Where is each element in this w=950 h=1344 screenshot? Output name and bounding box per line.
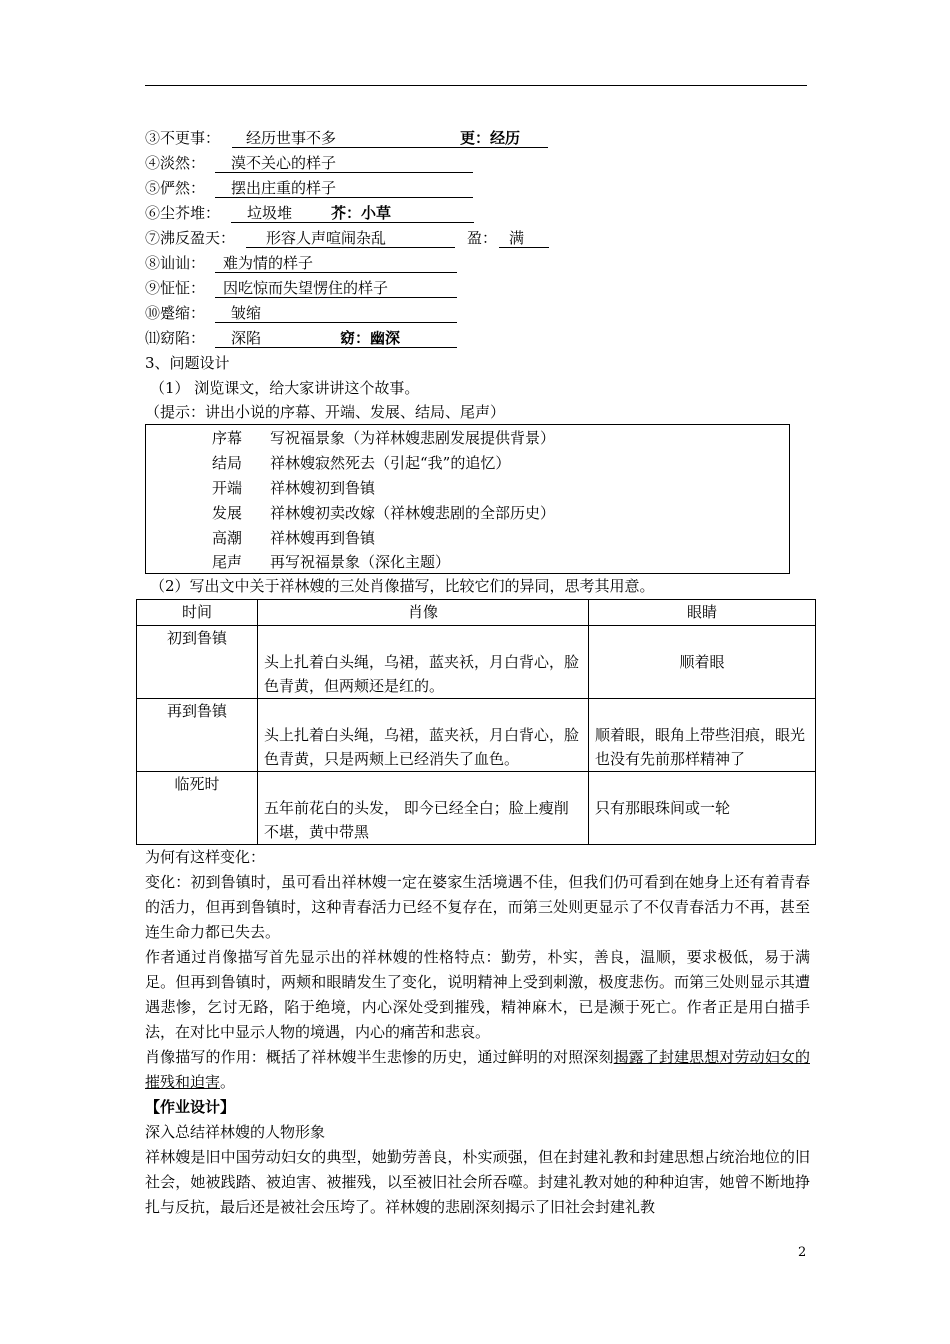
vocab-item-3: ③不更事： (145, 129, 221, 147)
row-time: 初到鲁镇 (137, 626, 258, 699)
vocab-item-6: ⑥尘芥堆： (145, 204, 221, 222)
header-eyes: 眼睛 (589, 600, 816, 626)
table-row (137, 626, 816, 699)
structure-row: 序幕 写祝福景象（为祥林嫂悲剧发展提供背景） (212, 429, 556, 447)
row-time: 临死时 (137, 772, 258, 845)
vocab-item-4: ④淡然： (145, 154, 206, 172)
row-portrait: 五年前花白的头发， 即今已经全白；脸上瘦削不堪，黄中带黑 (258, 772, 589, 845)
vocab-answer-8: 难为情的样子 (215, 253, 457, 273)
vocab-item-5: ⑤俨然： (145, 179, 206, 197)
page-number: 2 (798, 1245, 807, 1260)
vocab-answer-5: 摆出庄重的样子 (215, 178, 473, 198)
row-eyes: 只有那眼珠间或一轮 (589, 772, 816, 845)
homework-task: 深入总结祥林嫂的人物形象 (145, 1123, 326, 1141)
table-header-row (137, 600, 816, 626)
structure-row: 开端 祥林嫂初到鲁镇 (212, 479, 376, 497)
vocab-answer-9: 因吃惊而失望愣住的样子 (215, 278, 457, 298)
vocab-answer-6: 垃圾堆 芥：小草 (231, 203, 474, 223)
row-portrait: 头上扎着白头绳，乌裙，蓝夹袄，月白背心，脸色青黄，只是两颊上已经消失了血色。 (258, 699, 589, 772)
vocab-item-7: ⑦沸反盈天： (145, 229, 236, 247)
header-portrait: 肖像 (258, 600, 589, 626)
vocab-note-7-value: 满 (499, 228, 549, 248)
vocab-answer-10: 皱缩 (215, 303, 457, 323)
homework-answer: 祥林嫂是旧中国劳动妇女的典型，她勤劳善良，朴实顽强，但在封建礼教和封建思想占统治地位的旧社会，她被践踏、被迫害、被摧残，以至被旧社会所吞噬。封建礼教对她的种种迫害，她曾不断地挣扎与反抗，最后还是被社会压垮了。祥林嫂的悲剧深刻揭示了旧社会封建礼教 (145, 1148, 810, 1216)
vocab-item-10: ⑩蹙缩： (145, 304, 206, 322)
analysis-change: 变化：初到鲁镇时，虽可看出祥林嫂一定在婆家生活境遇不佳，但我们仍可看到在她身上还有着青春的活力，但再到鲁镇时，这种青春活力已经不复存在，而第三处则更显示了不仅青春活力不再，甚至连生命力都已失去。 (145, 873, 810, 941)
vocab-item-8: ⑧讪讪： (145, 254, 206, 272)
portrait-table (136, 599, 816, 845)
homework-heading: 【作业设计】 (145, 1098, 236, 1116)
structure-row: 尾声 再写祝福景象（深化主题） (212, 553, 451, 571)
analysis-author: 作者通过肖像描写首先显示出的祥林嫂的性格特点：勤劳，朴实，善良，温顺，要求极低，易于满足。但再到鲁镇时，两颊和眼睛发生了变化，说明精神上受到刺激，极度悲伤。而第三处则显示其遭遇悲惨，乞讨无路，陷于绝境，内心深处受到摧残，精神麻木，已是濒于死亡。作者正是用白描手法，在对比中显示人物的境遇，内心的痛苦和悲哀。 (145, 948, 810, 1041)
structure-row: 发展 祥林嫂初卖改嫁（祥林嫂悲剧的全部历史） (212, 504, 556, 522)
hint: （提示：讲出小说的序幕、开端、发展、结局、尾声） (145, 403, 506, 421)
table-row (137, 699, 816, 772)
vocab-item-9: ⑨怔怔： (145, 279, 206, 297)
structure-row: 高潮 祥林嫂再到鲁镇 (212, 529, 376, 547)
analysis-why: 为何有这样变化： (145, 848, 266, 866)
table-row (137, 772, 816, 845)
row-portrait: 头上扎着白头绳，乌裙，蓝夹袄，月白背心，脸色青黄，但两颊还是红的。 (258, 626, 589, 699)
structure-row: 结局 祥林嫂寂然死去（引起“我”的追忆） (212, 454, 511, 472)
row-eyes: 顺着眼，眼角上带些泪痕，眼光也没有先前那样精神了 (589, 699, 816, 772)
header-rule (145, 85, 807, 86)
question-1: （1） 浏览课文，给大家讲讲这个故事。 (150, 379, 420, 397)
vocab-note-7-label: 盈： (467, 229, 498, 247)
vocab-answer-3: 经历世事不多 更：经历 (232, 128, 548, 148)
question-2: （2）写出文中关于祥林嫂的三处肖像描写，比较它们的异同，思考其用意。 (150, 577, 655, 595)
row-eyes: 顺着眼 (589, 626, 816, 699)
vocab-item-11: ⑾窈陷： (145, 329, 206, 347)
vocab-answer-4: 漠不关心的样子 (215, 153, 473, 173)
section-heading: 3、问题设计 (145, 354, 230, 372)
vocab-answer-7: 形容人声喧闹杂乱 (246, 228, 455, 248)
analysis-effect: 肖像描写的作用：概括了祥林嫂半生悲惨的历史，通过鲜明的对照深刻揭露了封建思想对劳动妇女的摧残和迫害。 (145, 1048, 810, 1091)
row-time: 再到鲁镇 (137, 699, 258, 772)
vocab-answer-11: 深陷 窈：幽深 (215, 328, 457, 348)
header-time: 时间 (137, 600, 258, 626)
